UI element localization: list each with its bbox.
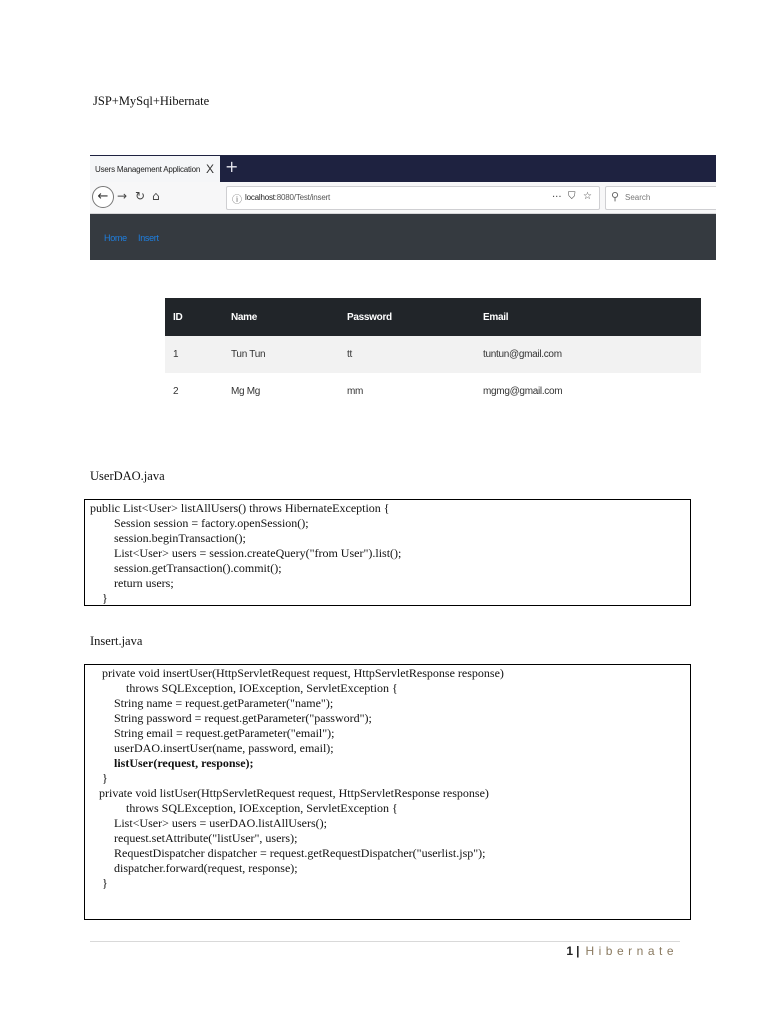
cell-name: Tun Tun: [223, 336, 339, 373]
code-line: session.beginTransaction();: [90, 531, 246, 545]
document-heading: JSP+MySql+Hibernate: [93, 94, 210, 108]
code-line: String email = request.getParameter("email");: [90, 726, 335, 740]
code-line: }: [90, 876, 108, 890]
nav-link-insert[interactable]: Insert: [138, 233, 159, 243]
code-line: }: [90, 771, 108, 785]
search-icon: ⚲: [611, 190, 620, 203]
browser-tab[interactable]: [90, 156, 220, 182]
tab-title: Users Management Application: [95, 165, 201, 174]
browser-screenshot: [90, 155, 716, 260]
reload-icon[interactable]: ↻: [135, 189, 146, 203]
code-line: List<User> users = session.createQuery("from User").list();: [90, 546, 402, 560]
code-line: throws SQLException, IOException, ServletException {: [90, 801, 398, 815]
code-line: userDAO.insertUser(name, password, email);: [90, 741, 334, 755]
url-text: localhost:8080/Test/insert: [245, 193, 331, 202]
footer-divider: [90, 941, 680, 942]
address-bar[interactable]: [226, 186, 600, 210]
cell-password: tt: [339, 336, 475, 373]
userdao-filename: UserDAO.java: [90, 469, 165, 483]
code-line: }: [90, 591, 108, 605]
column-header-email: Email: [475, 298, 701, 336]
code-line: String password = request.getParameter("password");: [90, 711, 372, 725]
table-row: [165, 336, 701, 373]
code-line: String name = request.getParameter("name");: [90, 696, 334, 710]
userdao-code-block: [84, 499, 691, 606]
code-line: Session session = factory.openSession();: [90, 516, 309, 530]
star-icon[interactable]: ☆: [583, 191, 592, 202]
code-line: throws SQLException, IOException, ServletException {: [90, 681, 398, 695]
cell-email: mgmg@gmail.com: [483, 386, 563, 397]
code-line: dispatcher.forward(request, response);: [90, 861, 298, 875]
cell-id: 1: [165, 336, 223, 373]
back-arrow-icon[interactable]: ←: [92, 186, 114, 208]
nav-link-home[interactable]: Home: [104, 233, 127, 243]
home-icon[interactable]: ⌂: [152, 189, 160, 203]
forward-arrow-icon[interactable]: →: [117, 189, 128, 203]
more-icon[interactable]: ···: [552, 192, 562, 203]
cell-password: mm: [347, 386, 364, 397]
search-placeholder: Search: [625, 193, 651, 202]
code-line: RequestDispatcher dispatcher = request.getRequestDispatcher("userlist.jsp");: [90, 846, 486, 860]
info-icon[interactable]: ⓘ: [232, 195, 242, 206]
new-tab-icon[interactable]: +: [225, 157, 239, 176]
code-line: session.getTransaction().commit();: [90, 561, 282, 575]
footer-separator: |: [576, 944, 580, 958]
table-header-row: [165, 298, 701, 336]
cell-email: tuntun@gmail.com: [475, 336, 701, 373]
insert-filename: Insert.java: [90, 634, 143, 648]
page-footer: [566, 944, 678, 958]
footer-title: Hibernate: [585, 944, 678, 958]
browser-tab-bar: [90, 155, 716, 182]
table-row: [165, 373, 701, 410]
insert-code-block: [84, 664, 691, 920]
column-header-password: Password: [339, 298, 475, 336]
code-line: private void insertUser(HttpServletRequest request, HttpServletResponse response): [90, 666, 504, 680]
code-line: request.setAttribute("listUser", users);: [90, 831, 298, 845]
search-input[interactable]: [605, 186, 716, 210]
pocket-icon[interactable]: ⛉: [568, 191, 576, 202]
browser-toolbar: [90, 182, 716, 214]
cell-id: 2: [173, 386, 179, 397]
cell-name: Mg Mg: [231, 386, 261, 397]
page-number: 1: [566, 944, 574, 958]
code-line: private void listUser(HttpServletRequest request, HttpServletResponse response): [90, 786, 489, 800]
column-header-name: Name: [223, 298, 339, 336]
code-line: public List<User> listAllUsers() throws HibernateException {: [90, 501, 390, 515]
code-line: listUser(request, response);: [90, 756, 254, 770]
users-table: [165, 298, 701, 410]
app-navbar: [90, 214, 716, 260]
code-line: return users;: [90, 576, 174, 590]
column-header-id: ID: [165, 298, 223, 336]
code-line: List<User> users = userDAO.listAllUsers();: [90, 816, 327, 830]
close-icon[interactable]: X: [206, 162, 215, 176]
